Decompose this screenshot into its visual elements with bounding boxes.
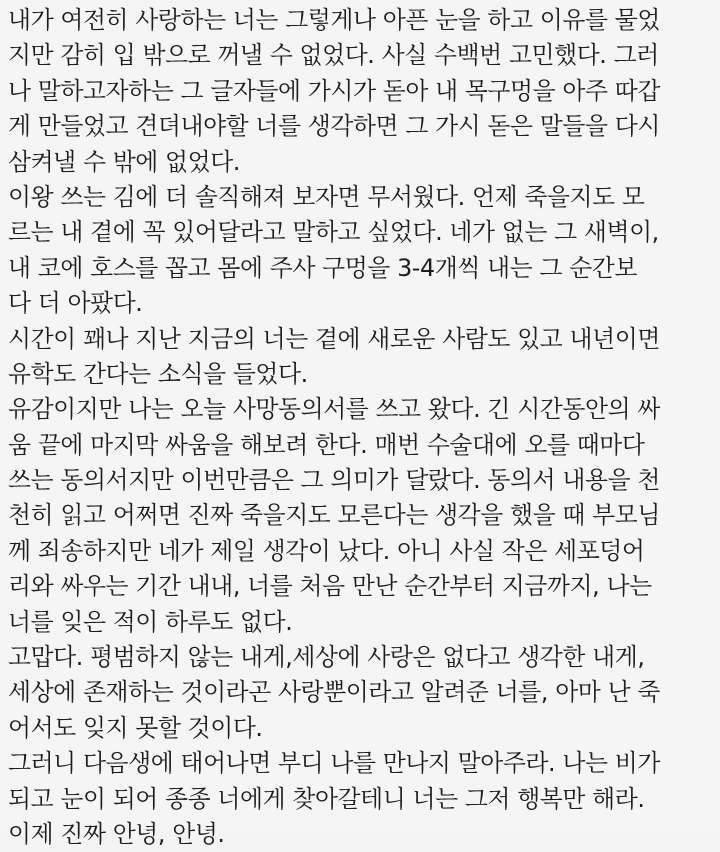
text-line: 되고 눈이 되어 종종 너에게 찾아갈테니 너는 그저 행복만 해라. (8, 784, 645, 813)
text-line: 천히 읽고 어쩌면 진짜 죽을지도 모른다는 생각을 했을 때 부모님 (8, 501, 660, 530)
text-line: 시간이 꽤나 지난 지금의 너는 곁에 새로운 사람도 있고 내년이면 (8, 324, 660, 353)
text-line: 너를 잊은 적이 하루도 없다. (8, 607, 293, 636)
text-line: 세상에 존재하는 것이라곤 사랑뿐이라고 알려준 너를, 아마 난 죽 (8, 678, 660, 707)
text-line: 지만 감히 입 밖으로 꺼낼 수 없었다. 사실 수백번 고민했다. 그러 (8, 41, 659, 70)
text-line: 게 만들었고 견뎌내야할 너를 생각하면 그 가시 돋은 말들을 다시 (8, 112, 660, 141)
text-line: 이왕 쓰는 김에 더 솔직해져 보자면 무서웠다. 언제 죽을지도 모 (8, 182, 645, 211)
text-line: 르는 내 곁에 꼭 있어달라고 말하고 싶었다. 네가 없는 그 새벽이, (8, 218, 659, 247)
text-line: 쓰는 동의서지만 이번만큼은 그 의미가 달랐다. 동의서 내용을 천 (8, 466, 660, 495)
text-line: 리와 싸우는 기간 내내, 너를 처음 만난 순간부터 지금까지, 나는 (8, 572, 652, 601)
text-line: 이제 진짜 안녕, 안녕. (8, 819, 225, 848)
text-line: 삼켜낼 수 밖에 없었다. (8, 147, 241, 176)
text-line: 께 죄송하지만 네가 제일 생각이 났다. 아니 사실 작은 세포덩어 (8, 536, 645, 565)
text-line: 나 말하고자하는 그 글자들에 가시가 돋아 내 목구멍을 아주 따갑 (8, 76, 660, 105)
text-line: 유학도 간다는 소식을 들었다. (8, 359, 308, 388)
text-line: 그러니 다음생에 태어나면 부디 나를 만나지 말아주라. 나는 비가 (8, 749, 660, 778)
text-line: 유감이지만 나는 오늘 사망동의서를 쓰고 왔다. 긴 시간동안의 싸 (8, 395, 660, 424)
text-line: 어서도 잊지 못할 것이다. (8, 713, 263, 742)
text-line: 고맙다. 평범하지 않는 내게,세상에 사랑은 없다고 생각한 내게, (8, 643, 645, 672)
text-line: 움 끝에 마지막 싸움을 해보려 한다. 매번 수술대에 오를 때마다 (8, 430, 645, 459)
text-line: 내가 여전히 사랑하는 너는 그렇게나 아픈 눈을 하고 이유를 물었 (8, 6, 660, 34)
text-line: 내 코에 호스를 꼽고 몸에 주사 구멍을 3-4개씩 내는 그 순간보 (8, 253, 637, 282)
text-line: 다 더 아팠다. (8, 289, 143, 318)
